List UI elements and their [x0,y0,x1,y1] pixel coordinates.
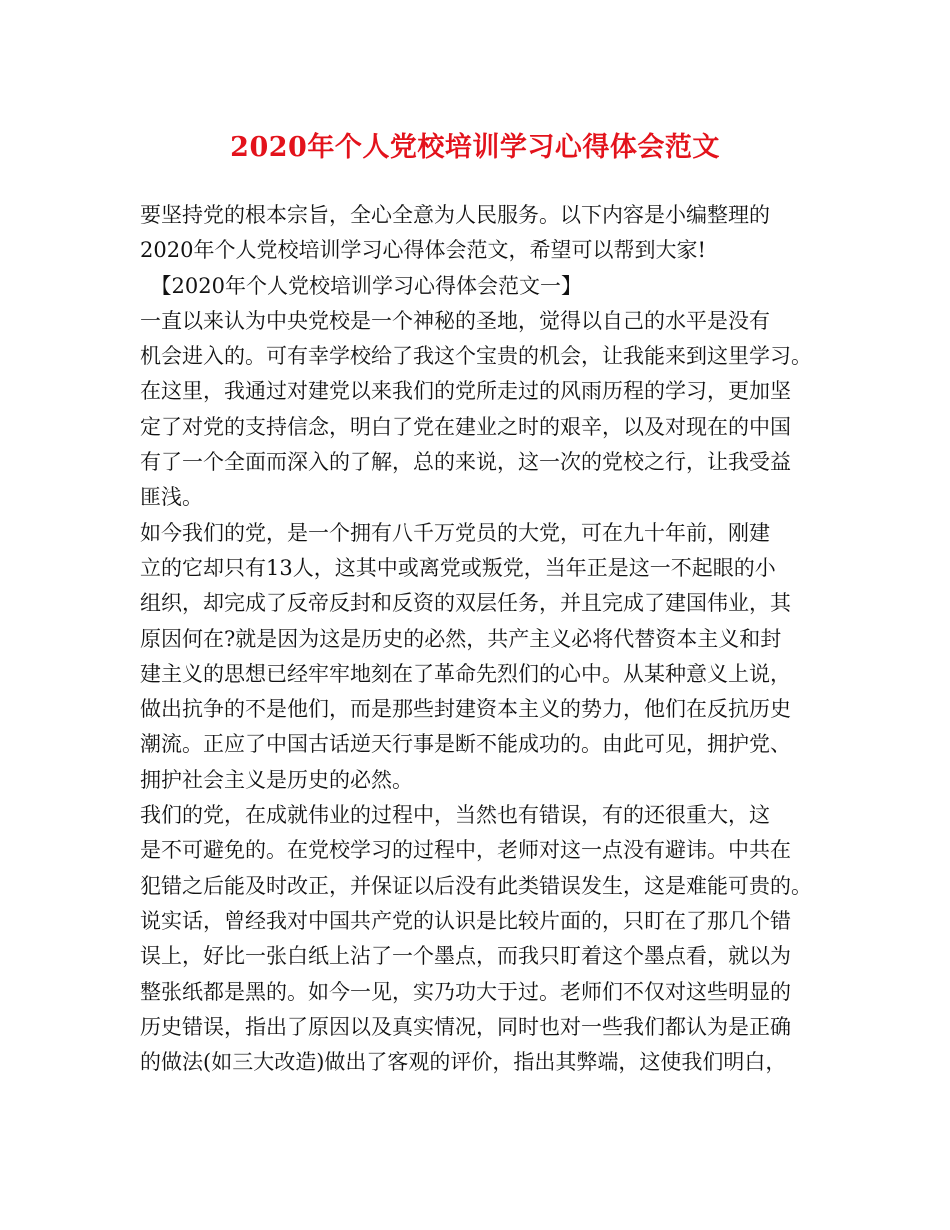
text-line: 犯错之后能及时改正，并保证以后没有此类错误发生，这是难能可贵的。 [140,873,812,898]
text-line: 拥护社会主义是历史的必然。 [140,767,413,792]
text-line: 如今我们的党，是一个拥有八千万党员的大党，可在九十年前，刚建 [140,520,770,545]
text-line: 潮流。正应了中国古话逆天行事是断不能成功的。由此可见，拥护党、 [140,732,791,757]
text-line: 机会进入的。可有幸学校给了我这个宝贵的机会，让我能来到这里学习。 [140,344,812,369]
text-line: 原因何在?就是因为这是历史的必然，共产主义必将代替资本主义和封 [140,626,782,651]
text-line: 有了一个全面而深入的了解，总的来说，这一次的党校之行，让我受益 [140,450,791,475]
text-line: 组织，却完成了反帝反封和反资的双层任务，并且完成了建国伟业，其 [140,591,791,616]
text-line: 一直以来认为中央党校是一个神秘的圣地，觉得以自己的水平是没有 [140,308,770,333]
text-line: 我们的党，在成就伟业的过程中，当然也有错误，有的还很重大，这 [140,803,770,828]
text-line: 说实话，曾经我对中国共产党的认识是比较片面的，只盯在了那几个错 [140,908,791,933]
section-heading: 【2020年个人党校培训学习心得体会范文一】 [140,273,582,298]
text-line: 定了对党的支持信念，明白了党在建业之时的艰辛，以及对现在的中国 [140,414,791,439]
text-line: 立的它却只有13人，这其中或离党或叛党，当年正是这一不起眼的小 [140,555,776,580]
text-line: 误上，好比一张白纸上沾了一个墨点，而我只盯着这个墨点看，就以为 [140,944,791,969]
text-line: 整张纸都是黑的。如今一见，实乃功大于过。老师们不仅对这些明显的 [140,979,791,1004]
text-line: 要坚持党的根本宗旨，全心全意为人民服务。以下内容是小编整理的 [140,203,770,227]
document-title: 2020年个人党校培训学习心得体会范文 [230,132,720,163]
text-line: 做出抗争的不是他们，而是那些封建资本主义的势力，他们在反抗历史 [140,697,791,722]
text-line: 建主义的思想已经牢牢地刻在了革命先烈们的心中。从某种意义上说， [140,661,791,686]
document-body [140,198,832,1080]
text-line: 匪浅。 [140,485,203,510]
text-line: 2020年个人党校培训学习心得体会范文，希望可以帮到大家! [140,238,706,263]
text-line: 历史错误，指出了原因以及真实情况，同时也对一些我们都认为是正确 [140,1014,791,1039]
text-line: 在这里，我通过对建党以来我们的党所走过的风雨历程的学习，更加坚 [140,379,791,404]
text-line: 的做法(如三大改造)做出了客观的评价，指出其弊端，这使我们明白， [140,1050,787,1075]
text-line: 是不可避免的。在党校学习的过程中，老师对这一点没有避讳。中共在 [140,838,791,863]
